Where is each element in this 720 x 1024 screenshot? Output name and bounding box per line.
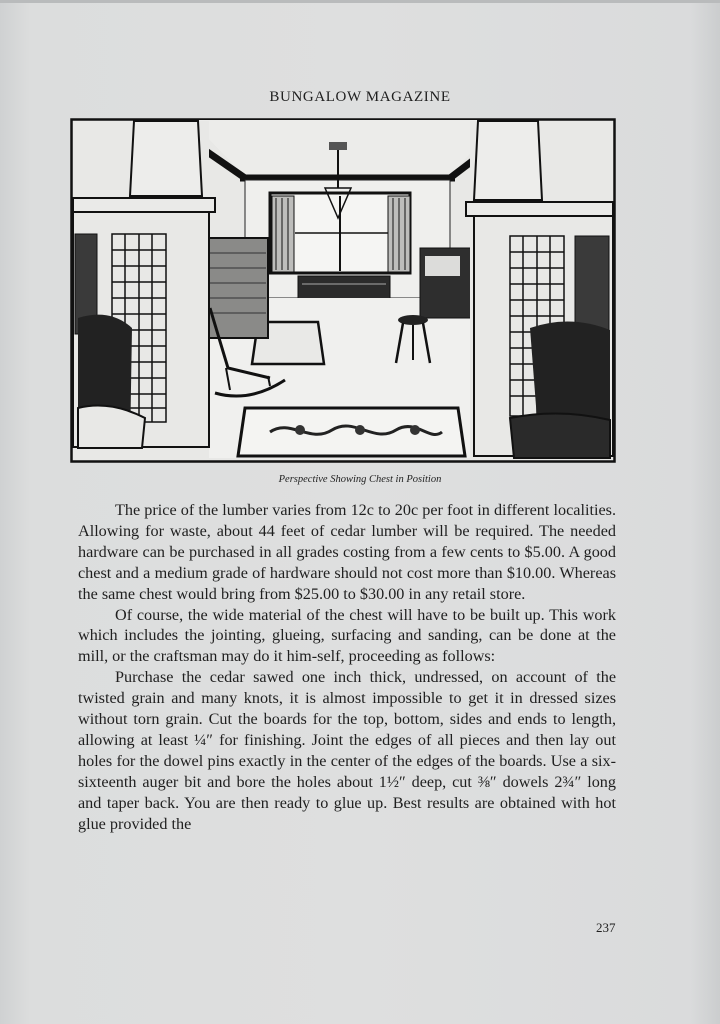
paragraph: Of course, the wide material of the chest will have to be built up. This work which includes the jointing, glueing, surfacing and sanding, can be done at the mill, or the craftsman may do it him-self, proceeding as follows: <box>78 605 616 666</box>
paragraph: The price of the lumber varies from 12c to 20c per foot in different localities. Allowing for waste, about 44 feet of cedar lumber will be required. The needed hardware can be purchased in all grades costing from a few cents to $5.00. A good chest and a medium grade of hardware should not cost more than $10.00. Whereas the same chest would bring from $25.00 to $30.00 in any retail store. <box>78 501 616 603</box>
figure-caption: Perspective Showing Chest in Position <box>278 474 442 485</box>
page-top-edge <box>0 0 720 3</box>
room-illustration <box>70 118 616 463</box>
running-head: BUNGALOW MAGAZINE <box>269 89 451 105</box>
paragraph: Purchase the cedar sawed one inch thick, undressed, on account of the twisted grain and many knots, it is almost impossible to get it in dressed sizes without torn grain. Cut the boards for the top, bottom, sides and ends to length, allowing at least ¼″ for finishing. Joint the edges of all pieces and then lay out holes for the dowel pins exactly in the center of the edges of the boards. Use a six-sixteenth auger bit and bore the holes about 1½″ deep, cut ⅜″ dowels 2¾″ long and taper back. You are then ready to glue up. Best results are obtained with hot glue provided the <box>78 668 616 833</box>
page-number: 237 <box>596 920 616 935</box>
article-body <box>78 500 616 835</box>
